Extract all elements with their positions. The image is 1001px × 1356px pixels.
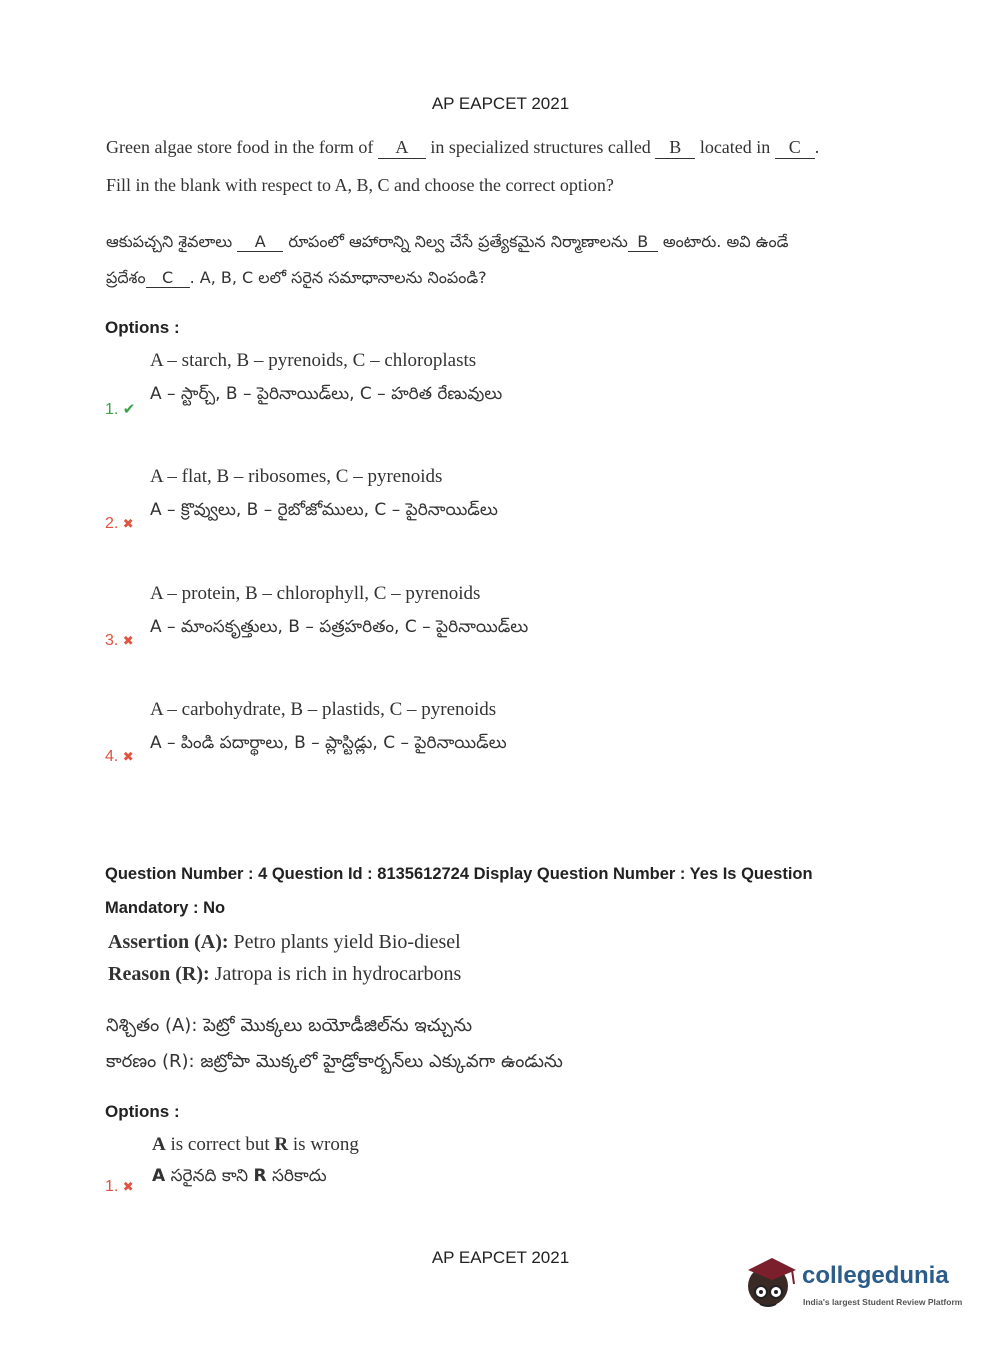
- option-number: 1.: [105, 1178, 119, 1195]
- option-4-english[interactable]: A – carbohydrate, B – plastids, C – pyrenoids: [150, 699, 497, 720]
- option-4-telugu[interactable]: A – పిండి పదార్థాలు, B – ప్లాస్టిడ్లు, C – పైరినాయిడ్‌లు: [150, 733, 507, 753]
- question-stem-telugu-line-1: [106, 232, 788, 255]
- reason-telugu: కారణం (R): జట్రోపా మొక్కలో హైడ్రోకార్బన్‌లు ఎక్కువగా ఉండును: [106, 1051, 563, 1072]
- option-r-letter: R: [253, 1166, 267, 1186]
- blank-c: C: [775, 137, 815, 159]
- stem-text: .: [814, 137, 820, 157]
- options-label: Options :: [105, 318, 180, 337]
- reason: [108, 963, 461, 986]
- assertion: [108, 931, 461, 954]
- stem-text: in specialized structures called: [430, 137, 651, 157]
- q4-option-1-telugu[interactable]: [152, 1166, 327, 1190]
- option-a-letter: A: [152, 1134, 166, 1155]
- option-number: 1.: [105, 401, 119, 418]
- check-icon: ✔: [122, 401, 136, 418]
- page-footer: AP EAPCET 2021: [431, 1248, 570, 1267]
- question-stem-line-1: [106, 137, 819, 159]
- option-a-letter: A: [152, 1166, 166, 1186]
- logo-tagline: India's largest Student Review Platform: [803, 1297, 963, 1307]
- option-3-marker: [105, 632, 134, 650]
- logo-wordmark: collegedunia: [802, 1262, 949, 1289]
- stem-text: Green algae store food in the form of: [106, 137, 374, 157]
- stem-text: located in: [699, 137, 771, 157]
- mascot-logo-icon: [742, 1252, 802, 1312]
- option-2-telugu[interactable]: A – క్రొవ్వులు, B – రైబోజోములు, C – పైరినాయిడ్‌లు: [150, 500, 498, 520]
- stem-text: ఆకుపచ్చని శైవలాలు: [106, 232, 233, 251]
- question-stem-telugu-line-2: [106, 268, 487, 291]
- stem-text: రూపంలో ఆహారాన్ని నిల్వ చేసే ప్రత్యేకమైన నిర్మాణాలను: [288, 232, 628, 251]
- question-meta-line-1: Question Number : 4 Question Id : 8135612724 Display Question Number : Yes Is Question: [105, 865, 813, 883]
- option-text: సరికాదు: [266, 1166, 327, 1186]
- assertion-telugu: నిశ్చితం (A): పెట్రో మొక్కలు బయోడీజిల్‌ను ఇచ్చును: [106, 1015, 473, 1036]
- cross-icon: ✖: [122, 516, 134, 531]
- blank-c: C: [146, 268, 190, 288]
- q4-option-1-marker: [105, 1178, 134, 1196]
- option-number: 2.: [105, 515, 119, 532]
- assertion-text: Petro plants yield Bio-diesel: [233, 931, 461, 953]
- option-number: 3.: [105, 632, 119, 649]
- option-3-telugu[interactable]: A – మాంసకృత్తులు, B – పత్రహరితం, C – పైరినాయిడ్‌లు: [150, 617, 529, 637]
- option-text: సరైనది కాని: [165, 1166, 254, 1186]
- option-number: 4.: [105, 748, 119, 765]
- blank-b: B: [628, 232, 658, 252]
- question-meta-line-2: Mandatory : No: [105, 899, 226, 917]
- blank-a: A: [237, 232, 283, 252]
- option-r-letter: R: [274, 1134, 289, 1155]
- question-stem-line-2: Fill in the blank with respect to A, B, C and choose the correct option?: [106, 175, 614, 195]
- option-1-english[interactable]: A – starch, B – pyrenoids, C – chloroplasts: [150, 350, 477, 371]
- q4-option-1-english[interactable]: [152, 1134, 359, 1156]
- cross-icon: ✖: [122, 1179, 134, 1194]
- blank-b: B: [655, 137, 695, 159]
- reason-label: Reason (R):: [108, 963, 210, 985]
- options-label: Options :: [105, 1102, 180, 1121]
- cross-icon: ✖: [122, 749, 134, 764]
- option-3-english[interactable]: A – protein, B – chlorophyll, C – pyrenoids: [150, 583, 481, 604]
- option-1-marker: [105, 400, 135, 419]
- option-text: is correct but: [165, 1134, 275, 1155]
- page-header: AP EAPCET 2021: [431, 94, 570, 113]
- option-2-english[interactable]: A – flat, B – ribosomes, C – pyrenoids: [150, 466, 443, 487]
- option-1-telugu[interactable]: A – స్టార్చ్, B – పైరినాయిడ్‌లు, C – హరిత రేణువులు: [150, 384, 503, 404]
- stem-text: ప్రదేశం: [106, 268, 146, 287]
- cross-icon: ✖: [122, 633, 134, 648]
- assertion-label: Assertion (A):: [108, 931, 229, 953]
- stem-text: . A, B, C లలో సరైన సమాధానాలను నింపండి?: [189, 268, 487, 287]
- blank-a: A: [378, 137, 426, 159]
- option-4-marker: [105, 748, 134, 766]
- option-2-marker: [105, 515, 134, 533]
- stem-text: అంటారు. అవి ఉండే: [662, 232, 789, 251]
- reason-text: Jatropa is rich in hydrocarbons: [214, 963, 462, 985]
- option-text: is wrong: [288, 1134, 359, 1155]
